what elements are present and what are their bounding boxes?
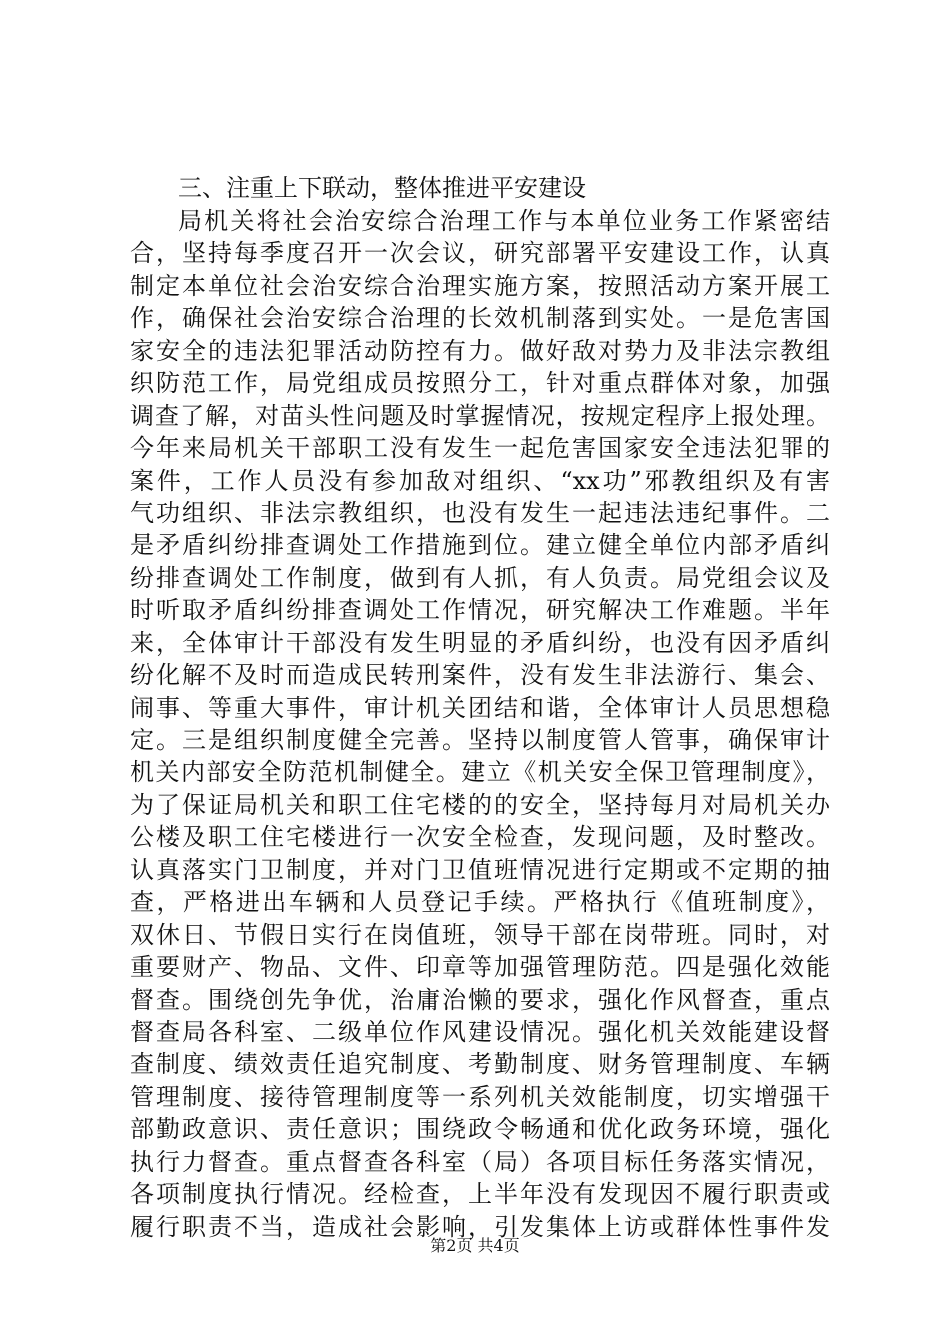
body-line: 履行职责不当，造成社会影响，引发集体上访或群体性事件发 — [130, 1212, 830, 1241]
body-line: 家安全的违法犯罪活动防控有力。做好敌对势力及非法宗教组 — [130, 336, 830, 365]
body-line: 合，坚持每季度召开一次会议，研究部署平安建设工作，认真 — [130, 239, 830, 268]
body-line: 督查局各科室、二级单位作风建设情况。强化机关效能建设督 — [130, 1017, 830, 1046]
body-line: 管理制度、接待管理制度等一系列机关效能制度，切实增强干 — [130, 1082, 830, 1111]
body-line: 闹事、等重大事件，审计机关团结和谐，全体审计人员思想稳 — [130, 693, 830, 722]
body-line: 双休日、节假日实行在岗值班，领导干部在岗带班。同时，对 — [130, 920, 830, 949]
body-line: 是矛盾纠纷排查调处工作措施到位。建立健全单位内部矛盾纠 — [130, 531, 830, 560]
body-line: 今年来局机关干部职工没有发生一起危害国家安全违法犯罪的 — [130, 434, 830, 463]
body-line: 纷化解不及时而造成民转刑案件，没有发生非法游行、集会、 — [130, 661, 830, 690]
body-line: 查制度、绩效责任追究制度、考勤制度、财务管理制度、车辆 — [130, 1050, 830, 1079]
body-line: 查，严格进出车辆和人员登记手续。严格执行《值班制度》， — [130, 888, 830, 917]
body-line: 定。三是组织制度健全完善。坚持以制度管人管事，确保审计 — [130, 726, 830, 754]
section-heading: 三、注重上下联动，整体推进平安建设 — [178, 174, 586, 202]
body-line: 重要财产、物品、文件、印章等加强管理防范。四是强化效能 — [130, 953, 830, 982]
body-line: 公楼及职工住宅楼进行一次安全检查，发现问题，及时整改。 — [130, 823, 830, 852]
body-line: 督查。围绕创先争优，治庸治懒的要求，强化作风督查，重点 — [130, 985, 830, 1014]
body-text — [130, 205, 830, 1243]
body-line: 来，全体审计干部没有发生明显的矛盾纠纷，也没有因矛盾纠 — [130, 628, 830, 657]
body-line: 制定本单位社会治安综合治理实施方案，按照活动方案开展工 — [130, 271, 830, 300]
body-line: 部勤政意识、责任意识；围绕政令畅通和优化政务环境，强化 — [130, 1115, 830, 1144]
body-line: 局机关将社会治安综合治理工作与本单位业务工作紧密结 — [178, 207, 830, 235]
body-line: 调查了解，对苗头性问题及时掌握情况，按规定程序上报处理。 — [130, 401, 830, 430]
body-line: 机关内部安全防范机制健全。建立《机关安全保卫管理制度》， — [130, 758, 830, 787]
body-line: 纷排查调处工作制度，做到有人抓，有人负责。局党组会议及 — [130, 563, 830, 592]
body-line: 认真落实门卫制度，并对门卫值班情况进行定期或不定期的抽 — [130, 855, 830, 884]
body-line: 作，确保社会治安综合治理的长效机制落到实处。一是危害国 — [130, 304, 830, 333]
body-line: 织防范工作，局党组成员按照分工，针对重点群体对象，加强 — [130, 369, 830, 398]
body-line: 为了保证局机关和职工住宅楼的的安全，坚持每月对局机关办 — [130, 790, 830, 819]
body-line: 时听取矛盾纠纷排查调处工作情况，研究解决工作难题。半年 — [130, 596, 830, 625]
body-line: 案件，工作人员没有参加敌对组织、“xx功”邪教组织及有害 — [130, 466, 830, 495]
page-footer: 第2页 共4页 — [430, 1236, 520, 1255]
body-line: 各项制度执行情况。经检查，上半年没有发现因不履行职责或 — [130, 1180, 830, 1209]
body-line: 执行力督查。重点督查各科室（局）各项目标任务落实情况， — [130, 1147, 830, 1176]
body-line: 气功组织、非法宗教组织，也没有发生一起违法违纪事件。二 — [130, 498, 830, 527]
